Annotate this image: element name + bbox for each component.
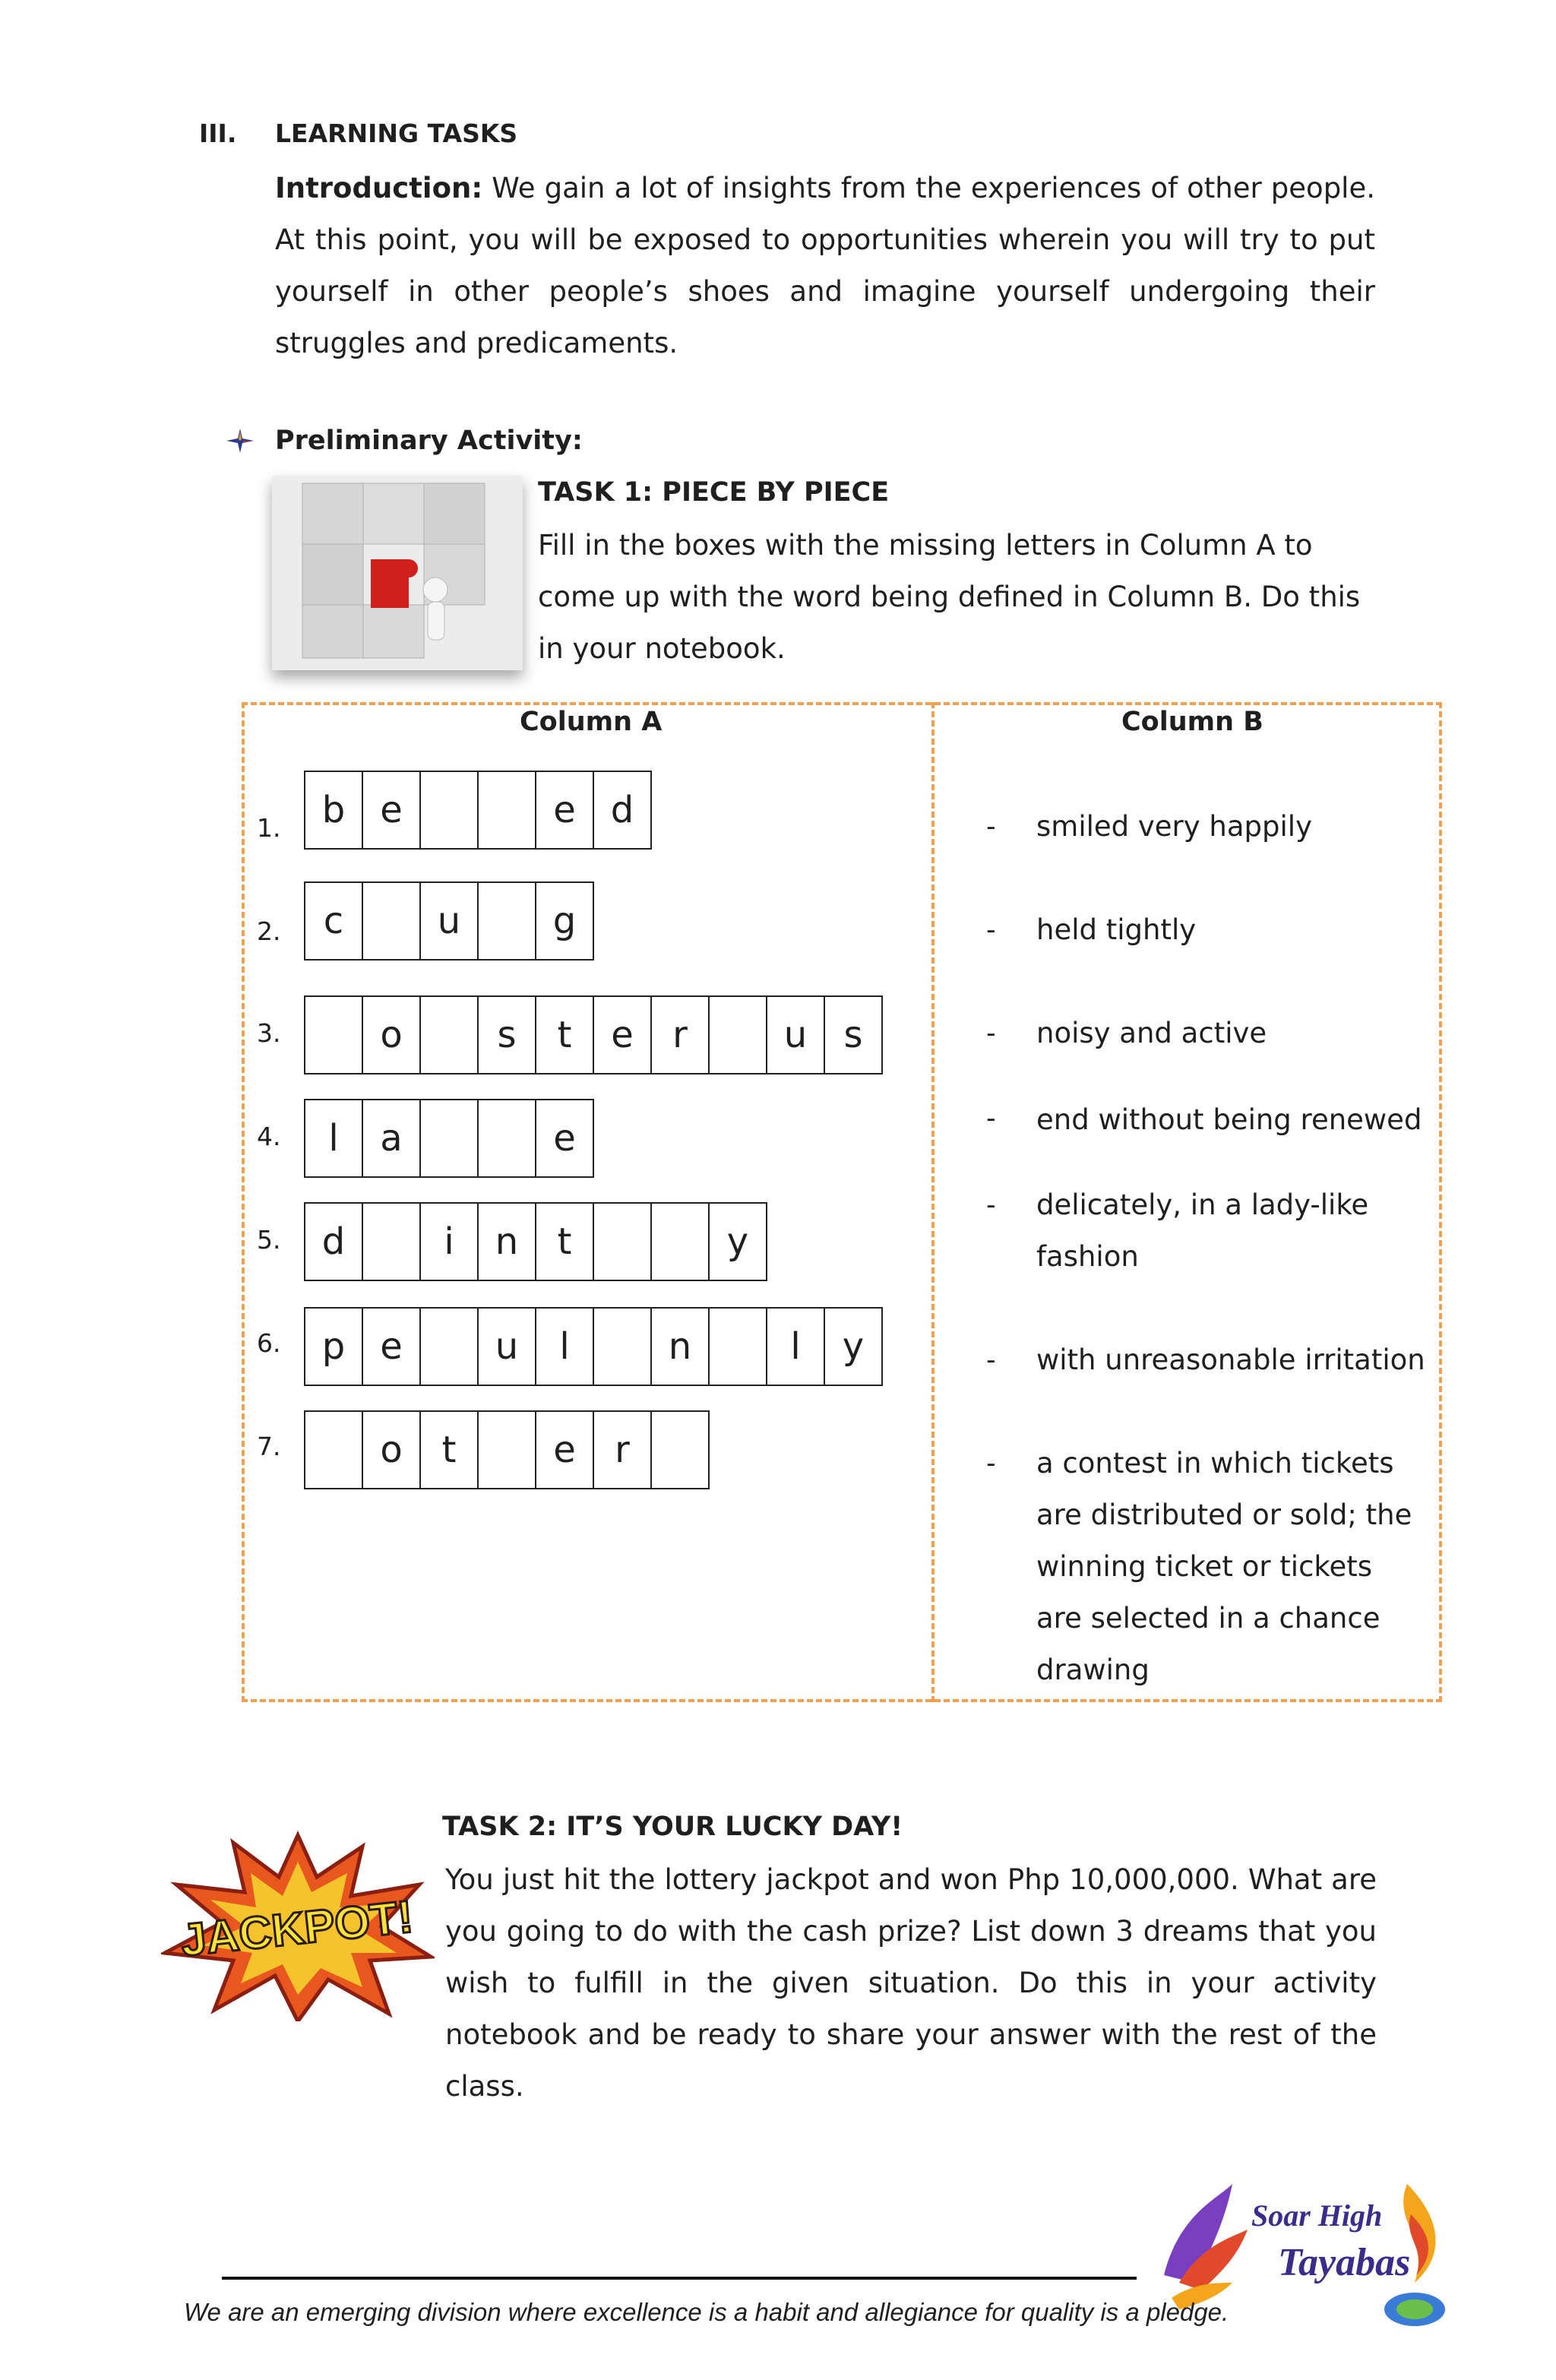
- letter-box[interactable]: [419, 995, 479, 1074]
- task2-text: You just hit the lottery jackpot and won Php 10,000,000. What are you going to do with the cash prize? List down 3 dreams that you wish to fulfill in the given situation. Do this in your activity notebook and be ready to share your answer with the rest of the class.: [445, 1863, 1377, 2103]
- letter-box[interactable]: p: [304, 1307, 363, 1386]
- definition-dash: -: [986, 1345, 996, 1375]
- letter-box[interactable]: u: [477, 1307, 536, 1386]
- letter-box[interactable]: b: [304, 771, 363, 850]
- logo-text-2: Tayabas: [1278, 2241, 1411, 2284]
- letter-box[interactable]: u: [419, 881, 479, 961]
- logo-text-1: Soar High: [1251, 2198, 1383, 2233]
- letter-box[interactable]: e: [535, 771, 594, 850]
- letter-box[interactable]: d: [304, 1202, 363, 1281]
- item-number: 1.: [257, 813, 281, 843]
- introduction-label: Introduction:: [275, 172, 483, 204]
- word-boxes-1: [304, 771, 652, 850]
- letter-box[interactable]: s: [477, 995, 536, 1074]
- letter-box[interactable]: l: [766, 1307, 825, 1386]
- letter-box[interactable]: r: [650, 995, 710, 1074]
- puzzle-pieces-image: [272, 476, 523, 670]
- item-number: 4.: [257, 1122, 281, 1151]
- column-b-header: Column B: [1121, 707, 1263, 737]
- word-boxes-7: [304, 1410, 710, 1489]
- definition-dash: -: [986, 915, 996, 945]
- task1-title: TASK 1: PIECE BY PIECE: [538, 477, 890, 508]
- section-title: LEARNING TASKS: [275, 119, 518, 148]
- section-number: III.: [199, 119, 237, 148]
- word-boxes-6: [304, 1307, 883, 1386]
- footer-motto: We are an emerging division where excellence is a habit and allegiance for quality is a pledge.: [184, 2298, 1229, 2326]
- footer-divider: [222, 2277, 1137, 2280]
- definition-dash: -: [986, 1190, 996, 1220]
- four-point-star-bullet-icon: [226, 429, 254, 453]
- letter-box[interactable]: t: [535, 1202, 594, 1281]
- letter-box[interactable]: [362, 881, 421, 961]
- letter-box[interactable]: [477, 1410, 536, 1489]
- letter-box[interactable]: [650, 1202, 710, 1281]
- definition-1: smiled very happily: [1036, 810, 1312, 843]
- letter-box[interactable]: i: [419, 1202, 479, 1281]
- letter-box[interactable]: l: [535, 1307, 594, 1386]
- column-divider: [931, 702, 935, 1702]
- letter-box[interactable]: o: [362, 1410, 421, 1489]
- letter-box[interactable]: [593, 1307, 652, 1386]
- letter-box[interactable]: [708, 1307, 767, 1386]
- task2-title: TASK 2: IT’S YOUR LUCKY DAY!: [442, 1812, 903, 1842]
- introduction-text: We gain a lot of insights from the experiences of other people. At this point, you will be exposed to opportunities wherein you will try to put yourself in other people’s shoes and imagine yourself undergoing their struggles and predicaments.: [275, 172, 1375, 359]
- letter-box[interactable]: [419, 771, 479, 850]
- item-number: 3.: [257, 1018, 281, 1048]
- definition-dash: -: [986, 1103, 996, 1134]
- item-number: 6.: [257, 1328, 281, 1358]
- letter-box[interactable]: [362, 1202, 421, 1281]
- definition-7: a contest in which tickets are distributed or sold; the winning ticket or tickets are selected in a chance drawing: [1036, 1447, 1412, 1686]
- item-number: 7.: [257, 1432, 281, 1461]
- letter-box[interactable]: [477, 881, 536, 961]
- definition-3: noisy and active: [1036, 1017, 1267, 1049]
- letter-box[interactable]: s: [824, 995, 883, 1074]
- letter-box[interactable]: e: [535, 1099, 594, 1178]
- letter-box[interactable]: [304, 995, 363, 1074]
- letter-box[interactable]: [650, 1410, 710, 1489]
- letter-box[interactable]: [419, 1099, 479, 1178]
- letter-box[interactable]: y: [824, 1307, 883, 1386]
- letter-box[interactable]: t: [535, 995, 594, 1074]
- jackpot-burst-image: [161, 1831, 435, 2021]
- letter-box[interactable]: o: [362, 995, 421, 1074]
- word-boxes-2: [304, 881, 594, 961]
- word-boxes-5: [304, 1202, 767, 1281]
- letter-box[interactable]: l: [304, 1099, 363, 1178]
- letter-box[interactable]: [477, 771, 536, 850]
- definition-dash: -: [986, 1018, 996, 1049]
- letter-box[interactable]: e: [362, 1307, 421, 1386]
- letter-box[interactable]: n: [650, 1307, 710, 1386]
- introduction-paragraph: [275, 163, 1375, 369]
- definition-2: held tightly: [1036, 913, 1197, 946]
- letter-box[interactable]: d: [593, 771, 652, 850]
- preliminary-activity-label: Preliminary Activity:: [275, 426, 583, 456]
- letter-box[interactable]: a: [362, 1099, 421, 1178]
- letter-box[interactable]: [708, 995, 767, 1074]
- word-boxes-3: [304, 995, 883, 1074]
- definition-dash: -: [986, 812, 996, 842]
- item-number: 2.: [257, 916, 281, 946]
- letter-box[interactable]: e: [593, 995, 652, 1074]
- letter-box[interactable]: [304, 1410, 363, 1489]
- task1-instructions: Fill in the boxes with the missing letters in Column A to come up with the word being defined in Column B. Do this in your notebook.: [538, 529, 1361, 665]
- item-number: 5.: [257, 1225, 281, 1255]
- letter-box[interactable]: [593, 1202, 652, 1281]
- letter-box[interactable]: g: [535, 881, 594, 961]
- letter-box[interactable]: r: [593, 1410, 652, 1489]
- definition-dash: -: [986, 1448, 996, 1479]
- letter-box[interactable]: e: [535, 1410, 594, 1489]
- word-boxes-4: [304, 1099, 594, 1178]
- letter-box[interactable]: u: [766, 995, 825, 1074]
- letter-box[interactable]: t: [419, 1410, 479, 1489]
- jackpot-text: JACKPOT!: [178, 1891, 416, 1966]
- letter-box[interactable]: y: [708, 1202, 767, 1281]
- definition-4: end without being renewed: [1036, 1103, 1422, 1136]
- definition-5: delicately, in a lady-like fashion: [1036, 1188, 1369, 1273]
- letter-box[interactable]: [419, 1307, 479, 1386]
- letter-box[interactable]: [477, 1099, 536, 1178]
- definition-6: with unreasonable irritation: [1036, 1343, 1425, 1376]
- letter-box[interactable]: e: [362, 771, 421, 850]
- column-a-header: Column A: [520, 707, 663, 737]
- letter-box[interactable]: n: [477, 1202, 536, 1281]
- letter-box[interactable]: c: [304, 881, 363, 961]
